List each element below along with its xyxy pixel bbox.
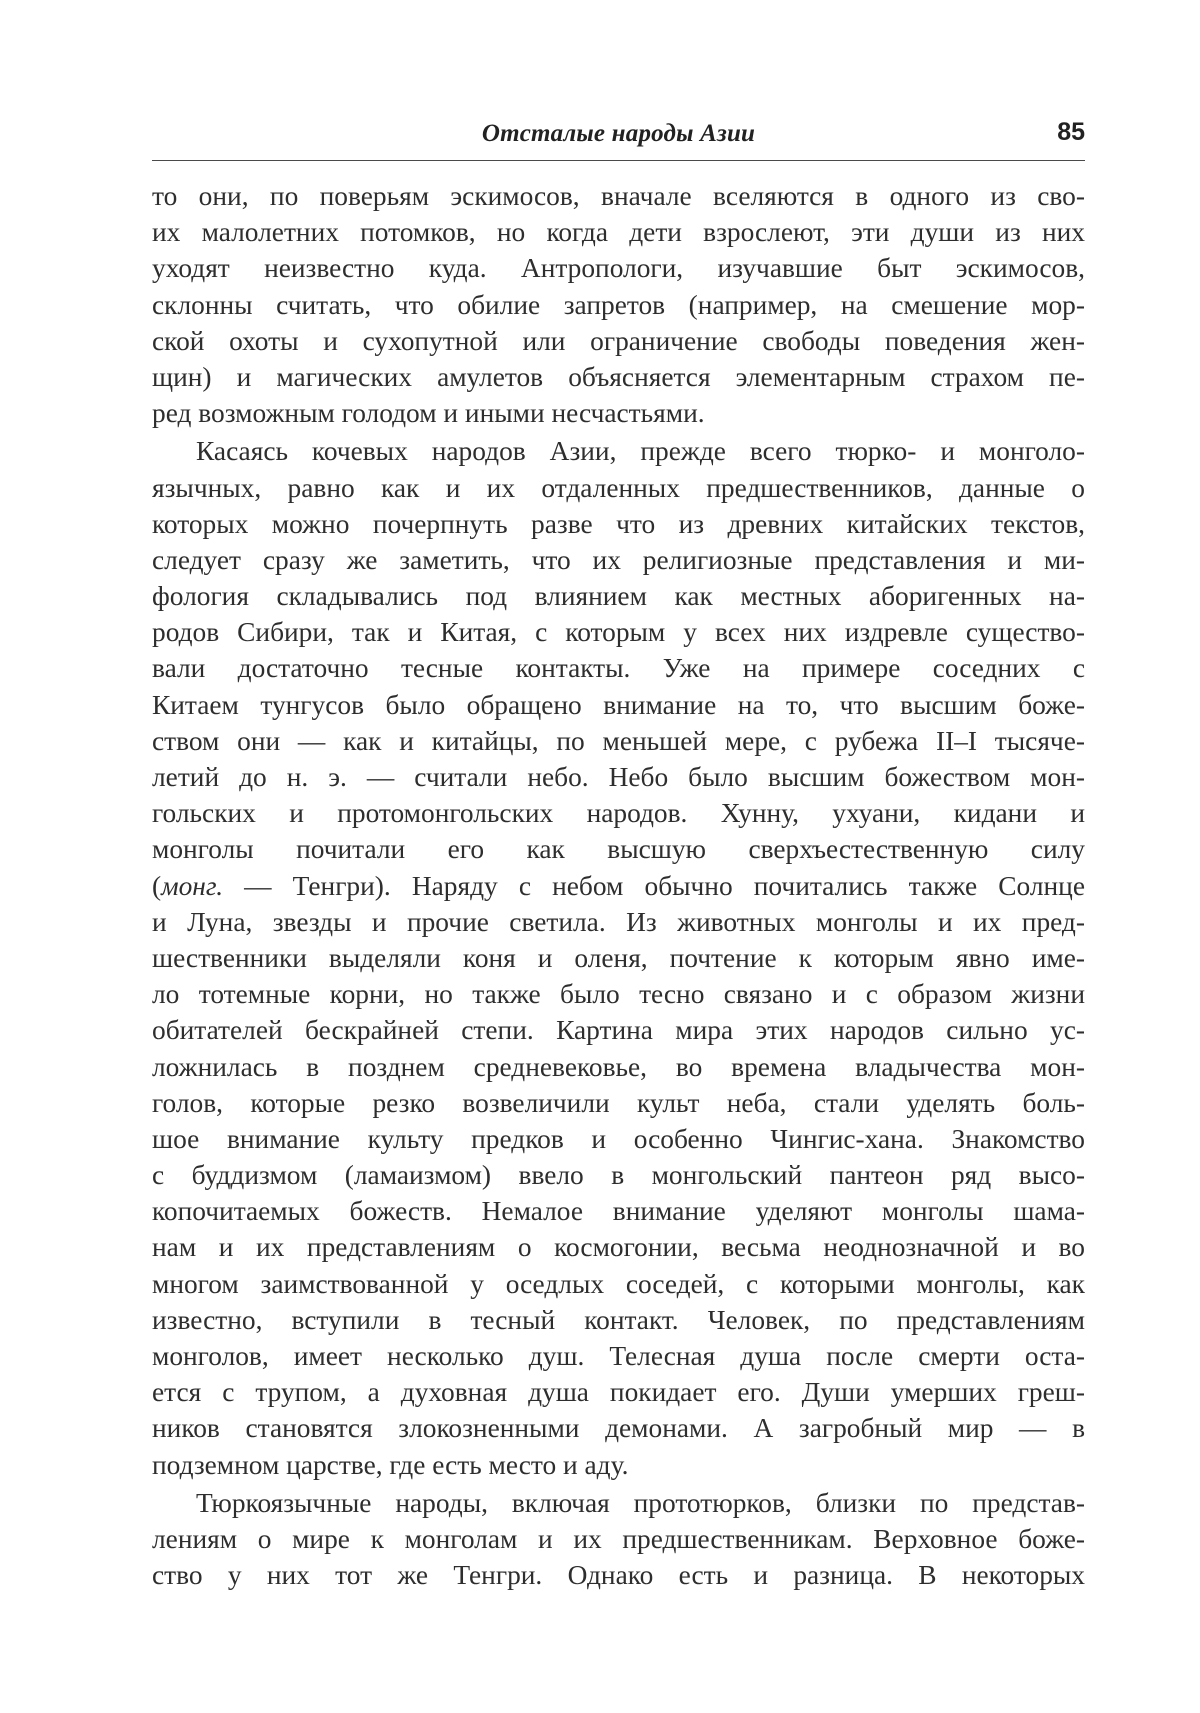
text-line: обитателей бескрайней степи. Картина мира этих народов сильно ус- <box>152 1015 1085 1046</box>
text-line: многом заимствованной у оседлых соседей, с которыми монголы, как <box>152 1268 1085 1299</box>
paragraph <box>152 1485 1085 1594</box>
text-line: с буддизмом (ламаизмом) ввело в монгольский пантеон ряд высо- <box>152 1160 1085 1191</box>
text-line: ством они — как и китайцы, по меньшей мере, с рубежа II–I тысяче- <box>152 725 1085 756</box>
text-line: голов, которые резко возвеличили культ неба, стали уделять боль- <box>152 1087 1085 1118</box>
text-line: шественники выделяли коня и оленя, почтение к которым явно име- <box>152 942 1085 973</box>
running-header <box>152 118 1085 161</box>
text-line: фология складывались под влиянием как местных аборигенных на- <box>152 581 1085 612</box>
text-line: склонны считать, что обилие запретов (например, на смешение мор- <box>152 289 1085 320</box>
text-line: Китаем тунгусов было обращено внимание на то, что высшим боже- <box>152 689 1085 720</box>
text-line: щин) и магических амулетов объясняется элементарным страхом пе- <box>152 361 1085 392</box>
text-line: лениям о мире к монголам и их предшественникам. Верховное боже- <box>152 1523 1085 1554</box>
text-line: то они, по поверьям эскимосов, вначале вселяются в одного из сво- <box>152 181 1085 211</box>
text-line: ло тотемные корни, но также было тесно связано и с образом жизни <box>152 979 1085 1010</box>
text-line: Касаясь кочевых народов Азии, прежде всего тюрко- и монголо- <box>196 436 1085 467</box>
text-line: летий до н. э. — считали небо. Небо было высшим божеством мон- <box>152 762 1085 792</box>
text-line: и Луна, звезды и прочие светила. Из животных монголы и их пред- <box>152 906 1085 937</box>
paragraph <box>152 178 1085 431</box>
text-line: (монг. — Тенгри). Наряду с небом обычно почитались также Солнце <box>152 870 1085 901</box>
text-line: копочитаемых божеств. Немалое внимание уделяют монголы шама- <box>152 1196 1085 1227</box>
text-line: подземном царстве, где есть место и аду. <box>152 1449 629 1480</box>
paragraph <box>152 433 1085 1482</box>
text-line: их малолетних потомков, но когда дети взрослеют, эти души из них <box>152 217 1085 248</box>
text-line: известно, вступили в тесный контакт. Человек, по представлениям <box>152 1304 1085 1335</box>
text-line: которых можно почерпнуть разве что из древних китайских текстов, <box>152 508 1085 539</box>
text-line: гольских и протомонгольских народов. Хунну, ухуани, кидани и <box>152 798 1085 829</box>
text-line: монголов, имеет несколько душ. Телесная душа после смерти оста- <box>152 1341 1085 1371</box>
text-line: нам и их представлениям о космогонии, весьма неоднозначной и во <box>152 1232 1085 1263</box>
text-line: ской охоты и сухопутной или ограничение свободы поведения жен- <box>152 325 1085 356</box>
running-title: Отсталые народы Азии <box>481 120 756 147</box>
body-text <box>152 178 1085 1593</box>
text-line: Тюркоязычные народы, включая прототюрков, близки по представ- <box>196 1487 1085 1518</box>
text-line: ред возможным голодом и иными несчастьями. <box>152 398 705 429</box>
text-line: ется с трупом, а духовная душа покидает его. Души умерших греш- <box>152 1377 1085 1408</box>
abbreviation: монг. <box>161 870 224 901</box>
text-line: шое внимание культу предков и особенно Чингис-хана. Знакомство <box>152 1123 1085 1154</box>
text-line: ников становятся злокозненными демонами. А загробный мир — в <box>152 1413 1085 1444</box>
page-number: 85 <box>1057 118 1085 146</box>
text-line: ложнилась в позднем средневековье, во времена владычества мон- <box>152 1051 1085 1082</box>
text-line: вали достаточно тесные контакты. Уже на примере соседних с <box>152 653 1085 684</box>
text-line: ство у них тот же Тенгри. Однако есть и разница. В некоторых <box>152 1560 1085 1591</box>
text-line: уходят неизвестно куда. Антропологи, изучавшие быт эскимосов, <box>152 253 1085 284</box>
text-line: монголы почитали его как высшую сверхъестественную силу <box>152 834 1085 865</box>
text-line: язычных, равно как и их отдаленных предшественников, данные о <box>152 472 1085 503</box>
text-line: следует сразу же заметить, что их религиозные представления и ми- <box>152 544 1085 575</box>
text-line: родов Сибири, так и Китая, с которым у всех них издревле существо- <box>152 617 1085 648</box>
